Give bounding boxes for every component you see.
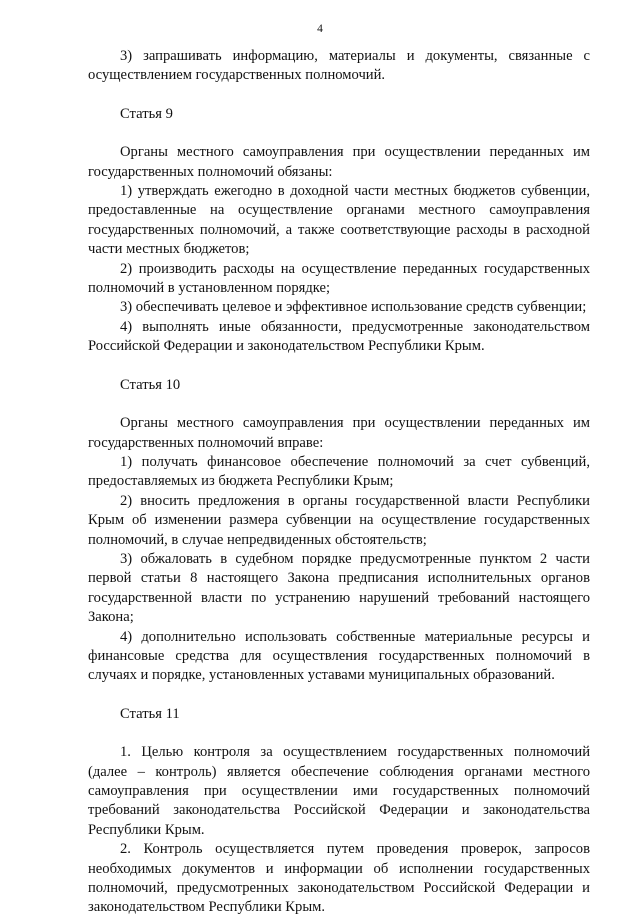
article-10-item-2: 2) вносить предложения в органы государственной власти Республики Крым об изменении размера субвенции на осуществление государственных полномочий, в случае непредвиденных обстоятельств; (88, 492, 590, 548)
article-11-title: Статья 11 (120, 705, 180, 722)
continuation-item-3: 3) запрашивать информацию, материалы и документы, связанные с осуществлением государственных полномочий. (88, 48, 590, 84)
article-9-item-4: 4) выполнять иные обязанности, предусмотренные законодательством Российской Федерации и законодательством Республики Крым. (88, 318, 590, 355)
document-body (88, 47, 590, 918)
article-9 (88, 105, 590, 357)
article-9-title: Статья 9 (120, 105, 173, 122)
page-number: 4 (317, 23, 323, 35)
article-9-item-1: 1) утверждать ежегодно в доходной части местных бюджетов субвенции, предоставленные на осуществление органами местного самоуправления государственных полномочий, а также соответствующие расходы в расходной части местных бюджетов; (88, 183, 590, 258)
article-10-item-3: 3) обжаловать в судебном порядке предусмотренные пунктом 2 части первой статьи 8 настоящего Закона предписания исполнительных органов государственной власти по устранению нарушений требований настоящего Закона; (88, 550, 590, 626)
article-11 (88, 705, 590, 918)
article-10-item-1: 1) получать финансовое обеспечение полномочий за счет субвенций, предоставляемых из бюджета Республики Крым; (88, 453, 590, 490)
article-9-item-3: 3) обеспечивать целевое и эффективное использование средств субвенции; (120, 299, 587, 316)
article-9-item-2: 2) производить расходы на осуществление переданных государственных полномочий в установленном порядке; (88, 260, 590, 297)
article-10-title: Статья 10 (120, 376, 181, 393)
article-10-item-4: 4) дополнительно использовать собственные материальные ресурсы и финансовые средства для осуществления государственных полномочий в случаях и порядке, установленных уставами муниципальных образований. (88, 628, 590, 684)
article-9-intro: Органы местного самоуправления при осуществлении переданных им государственных полномочий обязаны: (88, 144, 590, 180)
article-11-part-2: 2. Контроль осуществляется путем проведения проверок, запросов необходимых документов и информации об исполнении государственных полномочий, предусмотренных законодательством Российской Федерации и законодательством Республики Крым. (88, 841, 590, 916)
article-10 (88, 376, 590, 686)
article-11-part-1: 1. Целью контроля за осуществлением государственных полномочий (далее – контроль) является обеспечение соблюдения органами местного самоуправления при осуществлении ими государственных полномочий требований законодательства Российской Федерации и законодательства Республики Крым. (88, 744, 590, 838)
article-10-intro: Органы местного самоуправления при осуществлении переданных им государственных полномочий вправе: (88, 415, 590, 451)
